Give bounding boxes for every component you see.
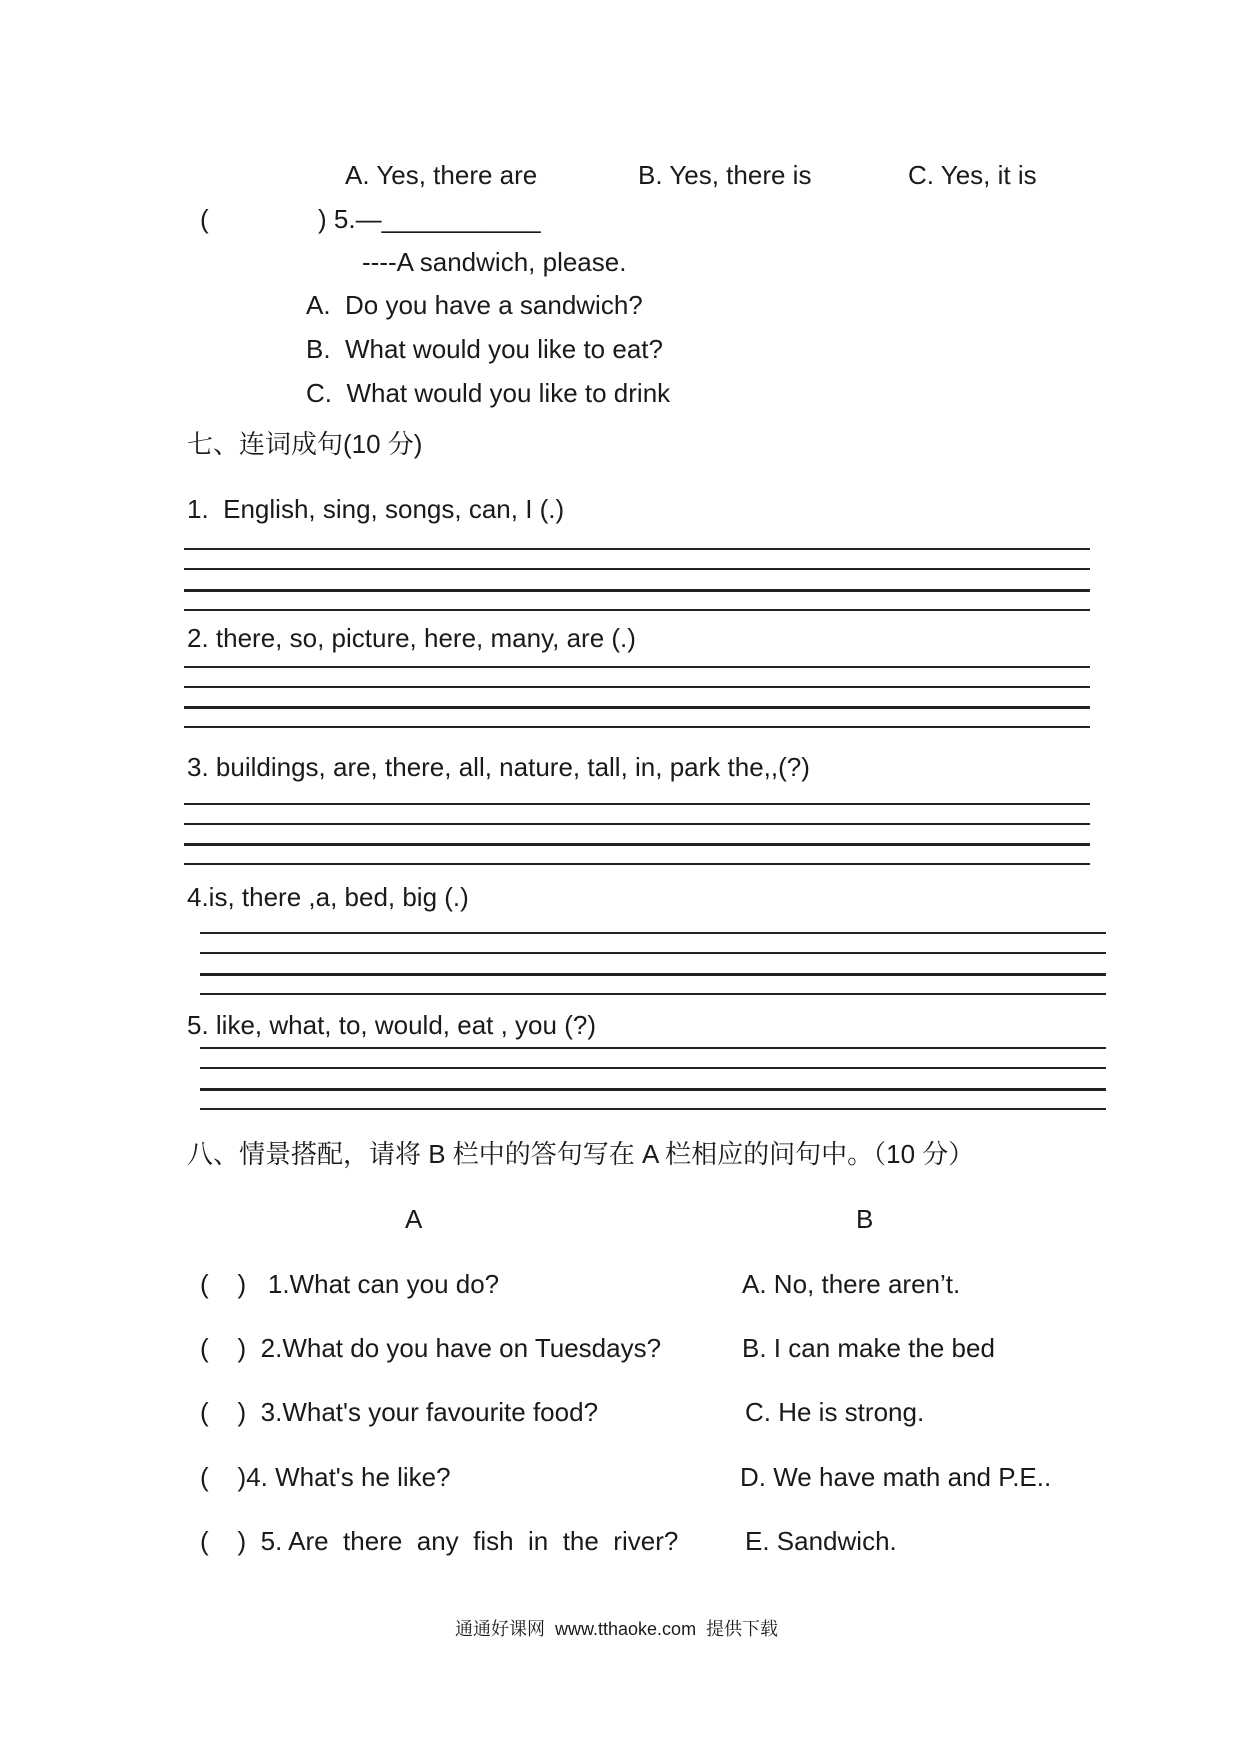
answer-line: [200, 973, 1106, 976]
section7-title: 七、连词成句(10 分): [187, 429, 423, 459]
answer-line: [184, 609, 1090, 611]
answer-line: [184, 686, 1090, 688]
q5-stem: ) 5.—___________: [318, 204, 541, 234]
answer-line: [184, 666, 1090, 668]
section7-item-1: 1. English, sing, songs, can, I (.): [187, 494, 565, 524]
section7-item-2: 2. there, so, picture, here, many, are (.): [187, 623, 636, 653]
match-question-3: ( ) 3.What's your favourite food?: [200, 1397, 599, 1427]
q5-option-b: B. What would you like to eat?: [306, 334, 663, 364]
answer-line: [184, 548, 1090, 550]
match-answer-a: A. No, there aren’t.: [742, 1269, 961, 1299]
answer-line: [184, 863, 1090, 865]
answer-line: [200, 1108, 1106, 1110]
section7-item-5: 5. like, what, to, would, eat , you (?): [187, 1010, 596, 1040]
answer-line: [184, 706, 1090, 709]
answer-line: [184, 823, 1090, 825]
match-answer-d: D. We have math and P.E..: [740, 1462, 1052, 1492]
section7-item-4: 4.is, there ,a, bed, big (.): [187, 882, 469, 912]
match-question-4: ( )4. What's he like?: [200, 1462, 451, 1492]
footer-credit: 通通好课网 www.tthaoke.com 提供下载: [455, 1619, 779, 1639]
option-b-yes-there-is: B. Yes, there is: [638, 160, 812, 190]
match-question-1: ( ) 1.What can you do?: [200, 1269, 500, 1299]
column-a-header: A: [405, 1204, 423, 1234]
q5-option-a: A. Do you have a sandwich?: [306, 290, 643, 320]
answer-line: [184, 843, 1090, 846]
option-a-yes-there-are: A. Yes, there are: [345, 160, 538, 190]
section7-item-3: 3. buildings, are, there, all, nature, tall, in, park the,,(?): [187, 752, 810, 782]
answer-line: [200, 1047, 1106, 1049]
answer-line: [184, 568, 1090, 570]
match-question-2: ( ) 2.What do you have on Tuesdays?: [200, 1333, 662, 1363]
q5-option-c: C. What would you like to drink: [306, 378, 671, 408]
answer-line: [184, 589, 1090, 592]
answer-line: [200, 952, 1106, 954]
answer-line: [184, 726, 1090, 728]
answer-line: [200, 1088, 1106, 1091]
answer-line: [200, 993, 1106, 995]
section8-title: 八、情景搭配，请将 B 栏中的答句写在 A 栏相应的问句中。（10 分）: [187, 1139, 975, 1169]
q5-answer-line: ----A sandwich, please.: [362, 247, 627, 277]
match-question-5: ( ) 5. Are there any fish in the river?: [200, 1526, 679, 1556]
match-answer-c: C. He is strong.: [745, 1397, 925, 1427]
answer-line: [200, 1067, 1106, 1069]
answer-line: [184, 803, 1090, 805]
column-b-header: B: [856, 1204, 874, 1234]
answer-line: [200, 932, 1106, 934]
match-answer-b: B. I can make the bed: [742, 1333, 995, 1363]
option-c-yes-it-is: C. Yes, it is: [908, 160, 1037, 190]
q5-paren-open: (: [200, 204, 209, 234]
match-answer-e: E. Sandwich.: [745, 1526, 897, 1556]
